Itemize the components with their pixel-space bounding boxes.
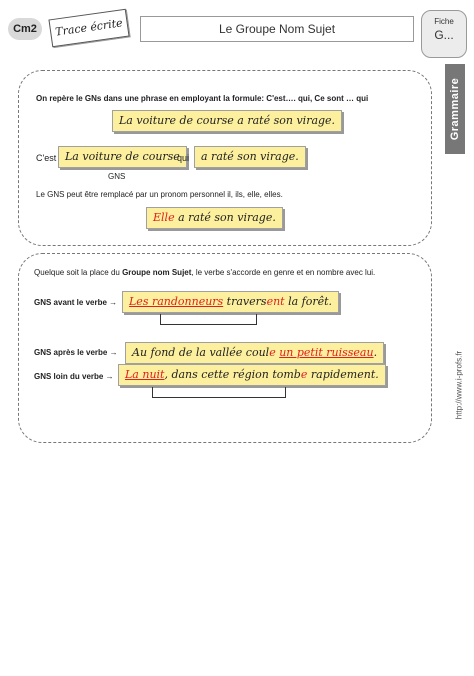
section2-intro-bold: Groupe nom Sujet — [122, 268, 192, 277]
row3-label: GNS loin du verbe → — [34, 372, 114, 381]
row1-subject: Les randonneurs — [129, 295, 224, 308]
row3-subject: La nuit — [125, 368, 165, 381]
section2-intro-post: , le verbe s'accorde en genre et en nombre avec lui. — [191, 268, 376, 277]
fiche-code: G... — [434, 28, 454, 42]
row1-label: GNS avant le verbe → — [34, 298, 118, 307]
rest-box: a raté son virage. — [194, 146, 306, 168]
row2-start: Au fond de la vallée coul — [132, 346, 270, 359]
subject-tab-label: Grammaire — [449, 77, 461, 141]
row1-verb-stem: travers — [223, 295, 267, 308]
site-url-text: http://www.i-profs.fr — [454, 350, 464, 420]
row3-verb-ending: e — [300, 368, 308, 381]
pronoun-word: Elle — [153, 211, 175, 224]
row2-end: . — [373, 346, 378, 359]
section1-intro: On repère le GNs dans une phrase en employant la formule: C'est…. qui, Ce sont … qui — [36, 94, 369, 103]
row1-sentence — [122, 291, 339, 313]
row3-rest: rapidement. — [307, 368, 379, 381]
section2-intro — [34, 268, 375, 277]
pronoun-sentence-box — [146, 207, 283, 229]
level-badge: Cm2 — [8, 18, 42, 40]
fiche-tab — [421, 10, 467, 58]
row2-sentence — [125, 342, 384, 364]
gns-label: GNS — [108, 172, 126, 181]
subject-tab — [445, 64, 465, 154]
example-sentence-box: La voiture de course a raté son virage. — [112, 110, 342, 132]
trace-ecrite-label: Trace écrite — [48, 9, 129, 48]
row2-verb-ending: e — [269, 346, 276, 359]
row3-middle: , dans cette région tomb — [164, 368, 301, 381]
row3-sentence — [118, 364, 386, 386]
row1-verb-ending: ent — [266, 295, 285, 308]
pronoun-rule: Le GNS peut être remplacé par un pronom personnel il, ils, elle, elles. — [36, 190, 283, 199]
row2-label: GNS après le verbe → — [34, 348, 118, 357]
row3-agreement-link — [152, 387, 286, 398]
row2-subject: un petit ruisseau — [279, 346, 374, 359]
page-title: Le Groupe Nom Sujet — [140, 16, 414, 42]
gns-box: La voiture de course — [58, 146, 187, 168]
section2-intro-pre: Quelque soit la place du — [34, 268, 123, 277]
row1-rest: la forêt. — [284, 295, 333, 308]
fiche-label: Fiche — [434, 17, 454, 26]
pronoun-rest: a raté son virage. — [178, 211, 276, 224]
cest-text: C'est — [36, 153, 57, 163]
qui-text: qui — [177, 153, 190, 163]
row1-agreement-link — [160, 314, 257, 325]
site-url — [453, 320, 465, 450]
